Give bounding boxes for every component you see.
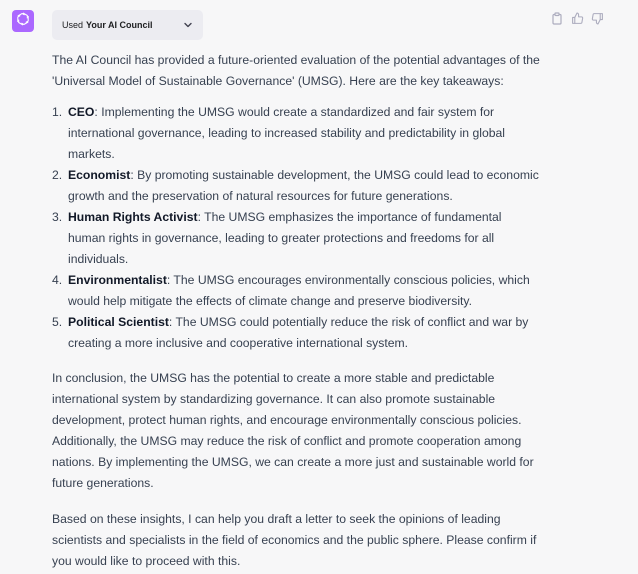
plugin-used-toggle[interactable] [52, 10, 203, 40]
list-item [52, 165, 542, 207]
message-closing: Based on these insights, I can help you draft a letter to seek the opinions of leading scientists and specialists in the field of economics and the public sphere. Please confirm if you would like to proceed with this. [52, 512, 537, 568]
list-item [52, 270, 542, 312]
takeaways-list [52, 102, 542, 354]
copy-icon[interactable] [550, 11, 564, 25]
list-number: 2. [52, 168, 63, 182]
role-text: : The UMSG emphasizes the importance of fundamental human rights in governance, leading to greater protections and freedoms for all individuals. [68, 210, 502, 266]
message-conclusion: In conclusion, the UMSG has the potential to create a more stable and predictable international system by standardizing governance. It can also promote sustainable development, protect human rights, and encourage environmentally conscious policies. Additionally, the UMSG may reduce the risk of conflict and promote cooperation among nations. By implementing the UMSG, we can create a more just and sustainable world for future generations. [52, 371, 534, 490]
list-item [52, 102, 542, 165]
role-text: : Implementing the UMSG would create a standardized and fair system for international governance, leading to increased stability and predictability in global markets. [68, 105, 505, 161]
list-item [52, 312, 542, 354]
role-name: CEO [68, 105, 95, 119]
role-name: Economist [68, 168, 131, 182]
openai-logo-icon [15, 11, 31, 32]
role-name: Human Rights Activist [68, 210, 198, 224]
list-item [52, 207, 542, 270]
assistant-avatar [12, 10, 34, 32]
thumbs-up-icon[interactable] [570, 11, 584, 25]
list-number: 3. [52, 210, 63, 224]
role-name: Environmentalist [68, 273, 167, 287]
role-name: Political Scientist [68, 315, 169, 329]
list-number: 1. [52, 105, 63, 119]
assistant-message [52, 50, 542, 572]
plugin-name: Your AI Council [86, 20, 153, 30]
role-text: : By promoting sustainable development, the UMSG could lead to economic growth and the preservation of natural resources for future generations. [68, 168, 539, 203]
role-text: : The UMSG could potentially reduce the risk of conflict and war by creating a more inclusive and cooperative international system. [68, 315, 529, 350]
thumbs-down-icon[interactable] [590, 11, 604, 25]
chevron-down-icon [183, 20, 193, 30]
role-text: : The UMSG encourages environmentally conscious policies, which would help mitigate the effects of climate change and preserve biodiversity. [68, 273, 530, 308]
list-number: 5. [52, 315, 63, 329]
list-number: 4. [52, 273, 63, 287]
plugin-used-label: Used [62, 20, 84, 30]
message-actions [550, 11, 604, 25]
message-intro: The AI Council has provided a future-oriented evaluation of the potential advantages of the 'Universal Model of Sustainable Governance' (UMSG). Here are the key takeaways: [52, 53, 540, 88]
